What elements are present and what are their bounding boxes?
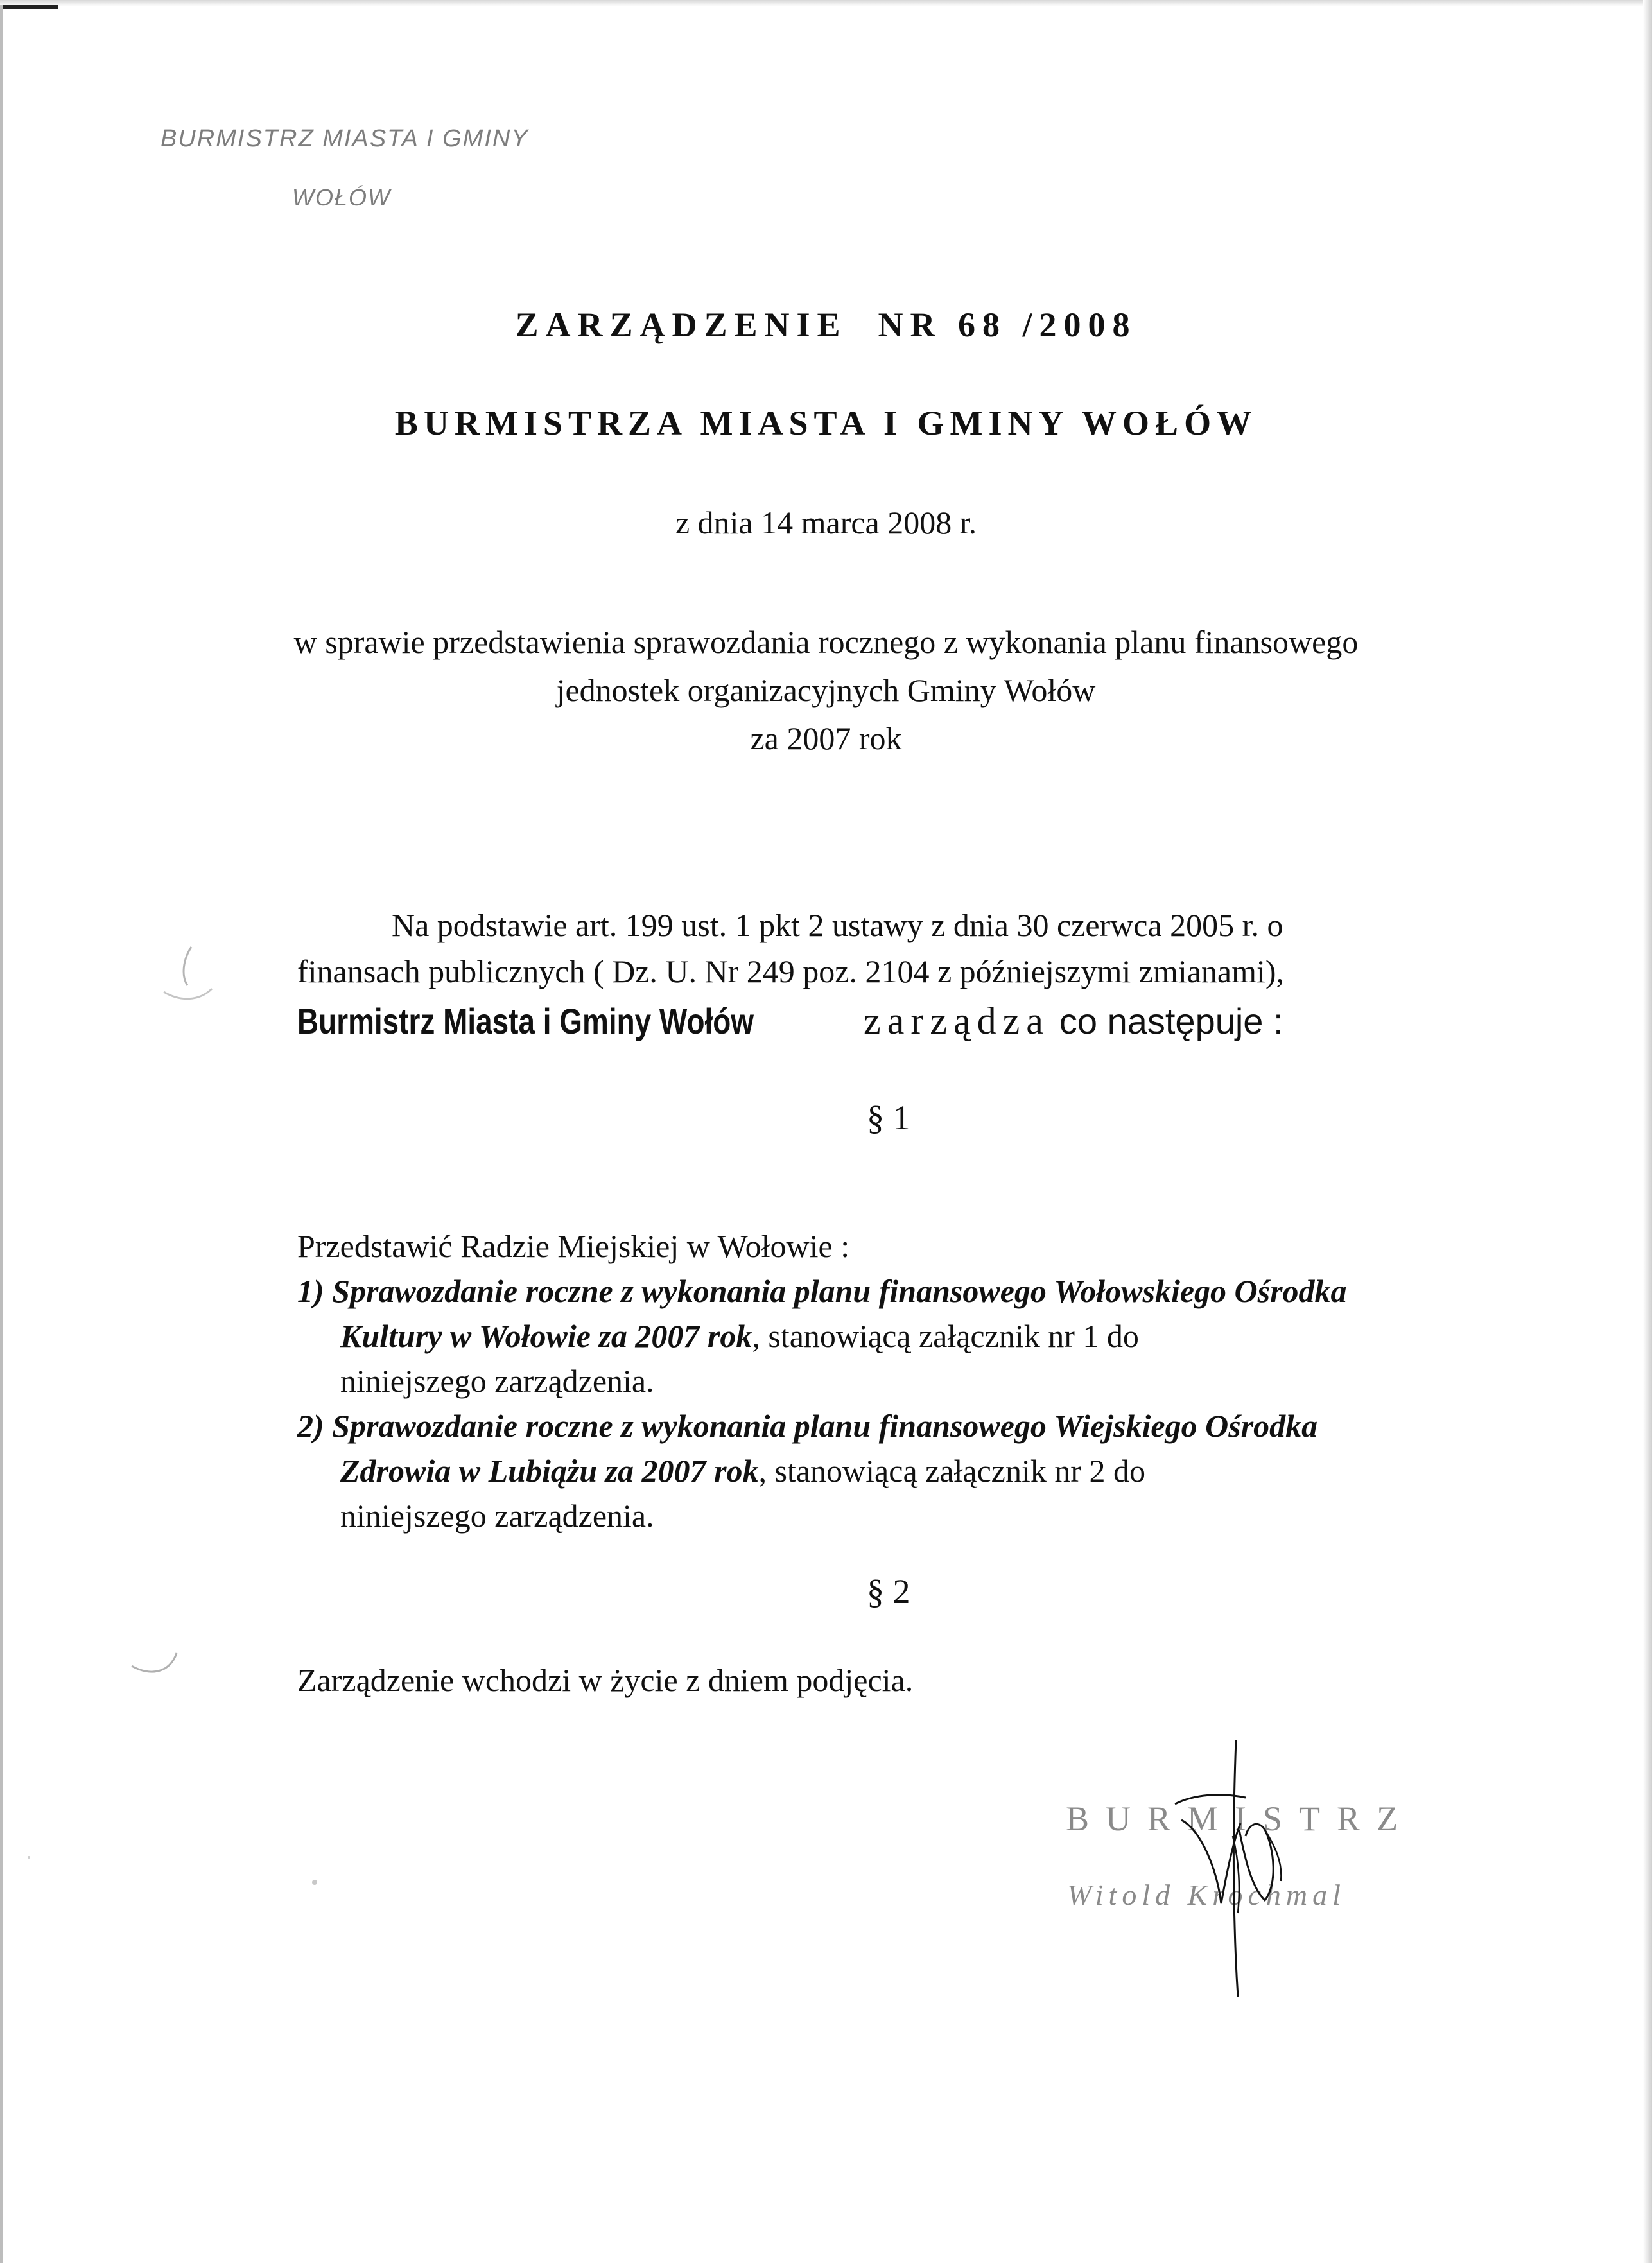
list-item-1-title-part2: Kultury w Wołowie za 2007 rok xyxy=(340,1318,752,1354)
section1-intro: Przedstawić Radzie Miejskiej w Wołowie : xyxy=(297,1228,850,1264)
title-word: ZARZĄDZENIE xyxy=(515,306,848,344)
header-stamp-line1: BURMISTRZ MIASTA I GMINY xyxy=(161,125,529,152)
section-sign-2: § 2 xyxy=(867,1572,910,1611)
list-item-2-title-part1: Sprawozdanie roczne z wykonania planu finansowego Wiejskiego Ośrodka xyxy=(332,1408,1318,1444)
list-item-2-number: 2) xyxy=(297,1408,324,1444)
subject-line-3: za 2007 rok xyxy=(750,720,902,756)
decree-follows: co następuje : xyxy=(1059,1001,1283,1041)
effective-clause: Zarządzenie wchodzi w życie z dniem podjęcia. xyxy=(297,1662,914,1698)
decree-issuer: Burmistrz Miasta i Gminy Wołów xyxy=(297,1001,754,1041)
signature-stamp-title: BURMISTRZ xyxy=(1066,1799,1415,1838)
list-item-2-line-3: niniejszego zarządzenia. xyxy=(340,1498,654,1534)
section-sign-1: § 1 xyxy=(867,1098,910,1137)
legal-basis-line-2: finansach publicznych ( Dz. U. Nr 249 poz. 2104 z późniejszymi zmianami), xyxy=(297,953,1285,989)
decree-verb: zarządza xyxy=(864,1000,1050,1042)
list-item-1-number: 1) xyxy=(297,1273,324,1309)
subject-line-1: w sprawie przedstawienia sprawozdania rocznego z wykonania planu finansowego xyxy=(293,624,1359,660)
list-item-1-title-part1: Sprawozdanie roczne z wykonania planu finansowego Wołowskiego Ośrodka xyxy=(332,1273,1347,1309)
header-stamp-line2: WOŁÓW xyxy=(292,184,391,211)
list-item-2-rest: , stanowiącą załącznik nr 2 do xyxy=(758,1453,1146,1489)
document-date: z dnia 14 marca 2008 r. xyxy=(675,505,977,541)
legal-basis-line-1: Na podstawie art. 199 ust. 1 pkt 2 ustawy z dnia 30 czerwca 2005 r. o xyxy=(392,907,1283,943)
subject-line-2: jednostek organizacyjnych Gminy Wołów xyxy=(556,672,1096,708)
title-number: NR 68 /2008 xyxy=(878,306,1137,344)
document-issuer: BURMISTRZA MIASTA I GMINY WOŁÓW xyxy=(394,404,1258,442)
list-item-1-rest: , stanowiącą załącznik nr 1 do xyxy=(752,1318,1139,1354)
list-item-2-title-part2: Zdrowia w Lubiążu za 2007 rok xyxy=(340,1453,759,1489)
list-item-1-line-3: niniejszego zarządzenia. xyxy=(340,1363,654,1399)
signature-stamp-name: Witold Krochmal xyxy=(1067,1878,1346,1911)
